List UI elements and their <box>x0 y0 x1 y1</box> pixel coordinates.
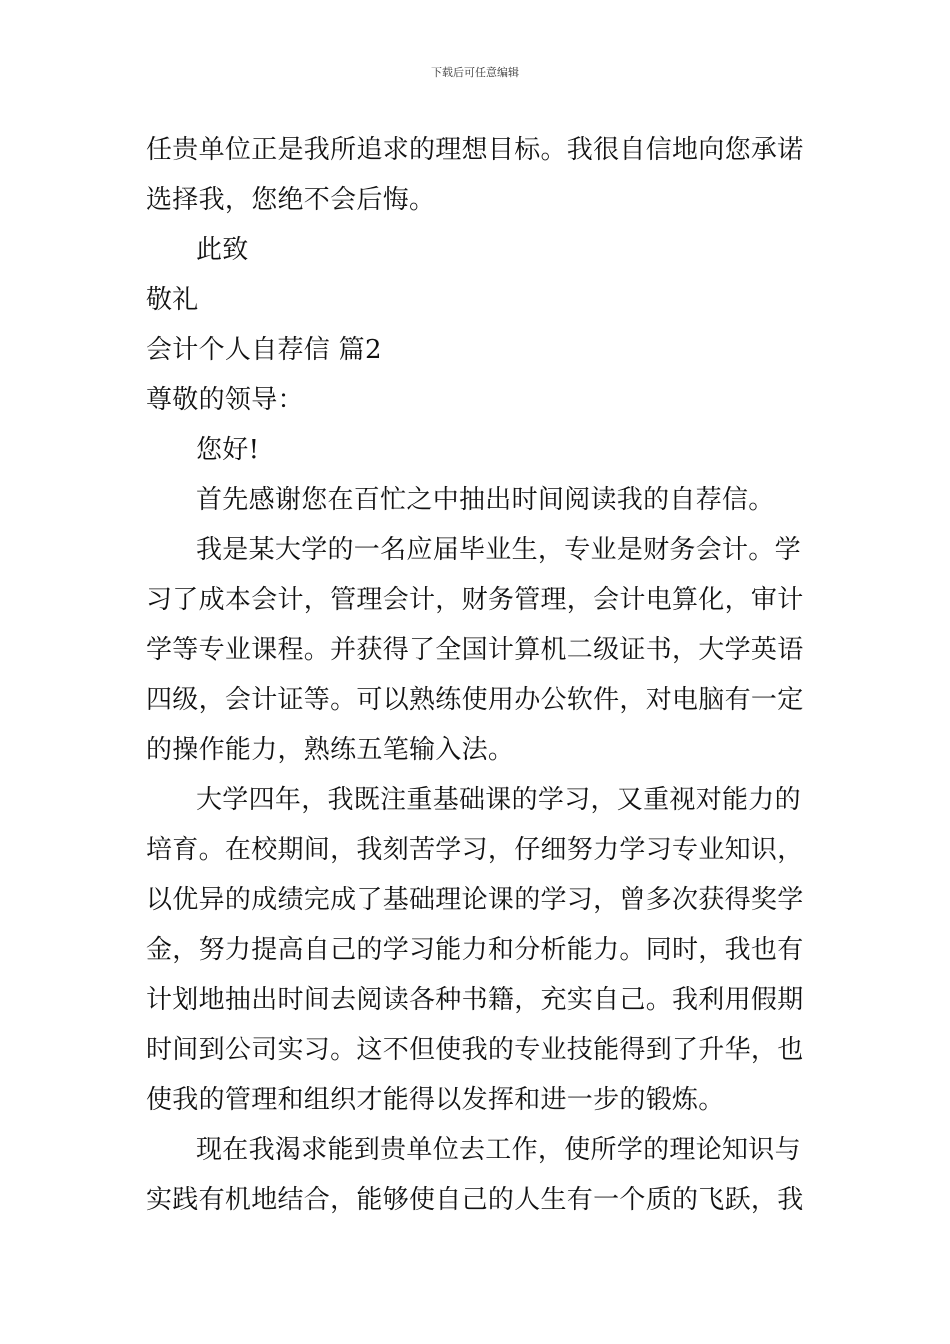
paragraph-line: 的操作能力，熟练五笔输入法。 <box>146 735 515 765</box>
paragraph-line: 使我的管理和组织才能得以发挥和进一步的锻炼。 <box>146 1085 725 1115</box>
section-title: 会计个人自荐信 篇2 <box>146 335 382 365</box>
paragraph-line: 现在我渴求能到贵单位去工作，使所学的理论知识与 <box>196 1135 801 1165</box>
paragraph-line: 实践有机地结合，能够使自己的人生有一个质的飞跃，我 <box>146 1185 804 1215</box>
paragraph-line: 习了成本会计，管理会计，财务管理，会计电算化，审计 <box>146 585 804 615</box>
paragraph-line: 四级，会计证等。可以熟练使用办公软件，对电脑有一定 <box>146 685 804 715</box>
paragraph-line: 首先感谢您在百忙之中抽出时间阅读我的自荐信。 <box>196 485 775 515</box>
paragraph-line: 培育。在校期间，我刻苦学习，仔细努力学习专业知识， <box>146 835 804 865</box>
paragraph-line: 计划地抽出时间去阅读各种书籍，充实自己。我利用假期 <box>146 985 804 1015</box>
page-header-note: 下载后可任意编辑 <box>431 66 519 79</box>
greeting-line: 尊敬的领导： <box>146 385 304 415</box>
paragraph-line: 我是某大学的一名应届毕业生，专业是财务会计。学 <box>196 535 801 565</box>
greeting-line: 您好! <box>196 435 260 465</box>
text-line: 选择我，您绝不会后悔。 <box>146 185 436 215</box>
paragraph-line: 学等专业课程。并获得了全国计算机二级证书，大学英语 <box>146 635 804 665</box>
paragraph-line: 金，努力提高自己的学习能力和分析能力。同时，我也有 <box>146 935 804 965</box>
paragraph-line: 以优异的成绩完成了基础理论课的学习，曾多次获得奖学 <box>146 885 804 915</box>
paragraph-line: 大学四年，我既注重基础课的学习，又重视对能力的 <box>196 785 801 815</box>
salutation-line: 敬礼 <box>146 285 199 315</box>
paragraph-line: 时间到公司实习。这不但使我的专业技能得到了升华，也 <box>146 1035 804 1065</box>
text-line: 任贵单位正是我所追求的理想目标。我很自信地向您承诺 <box>146 135 804 165</box>
salutation-line: 此致 <box>196 235 249 265</box>
